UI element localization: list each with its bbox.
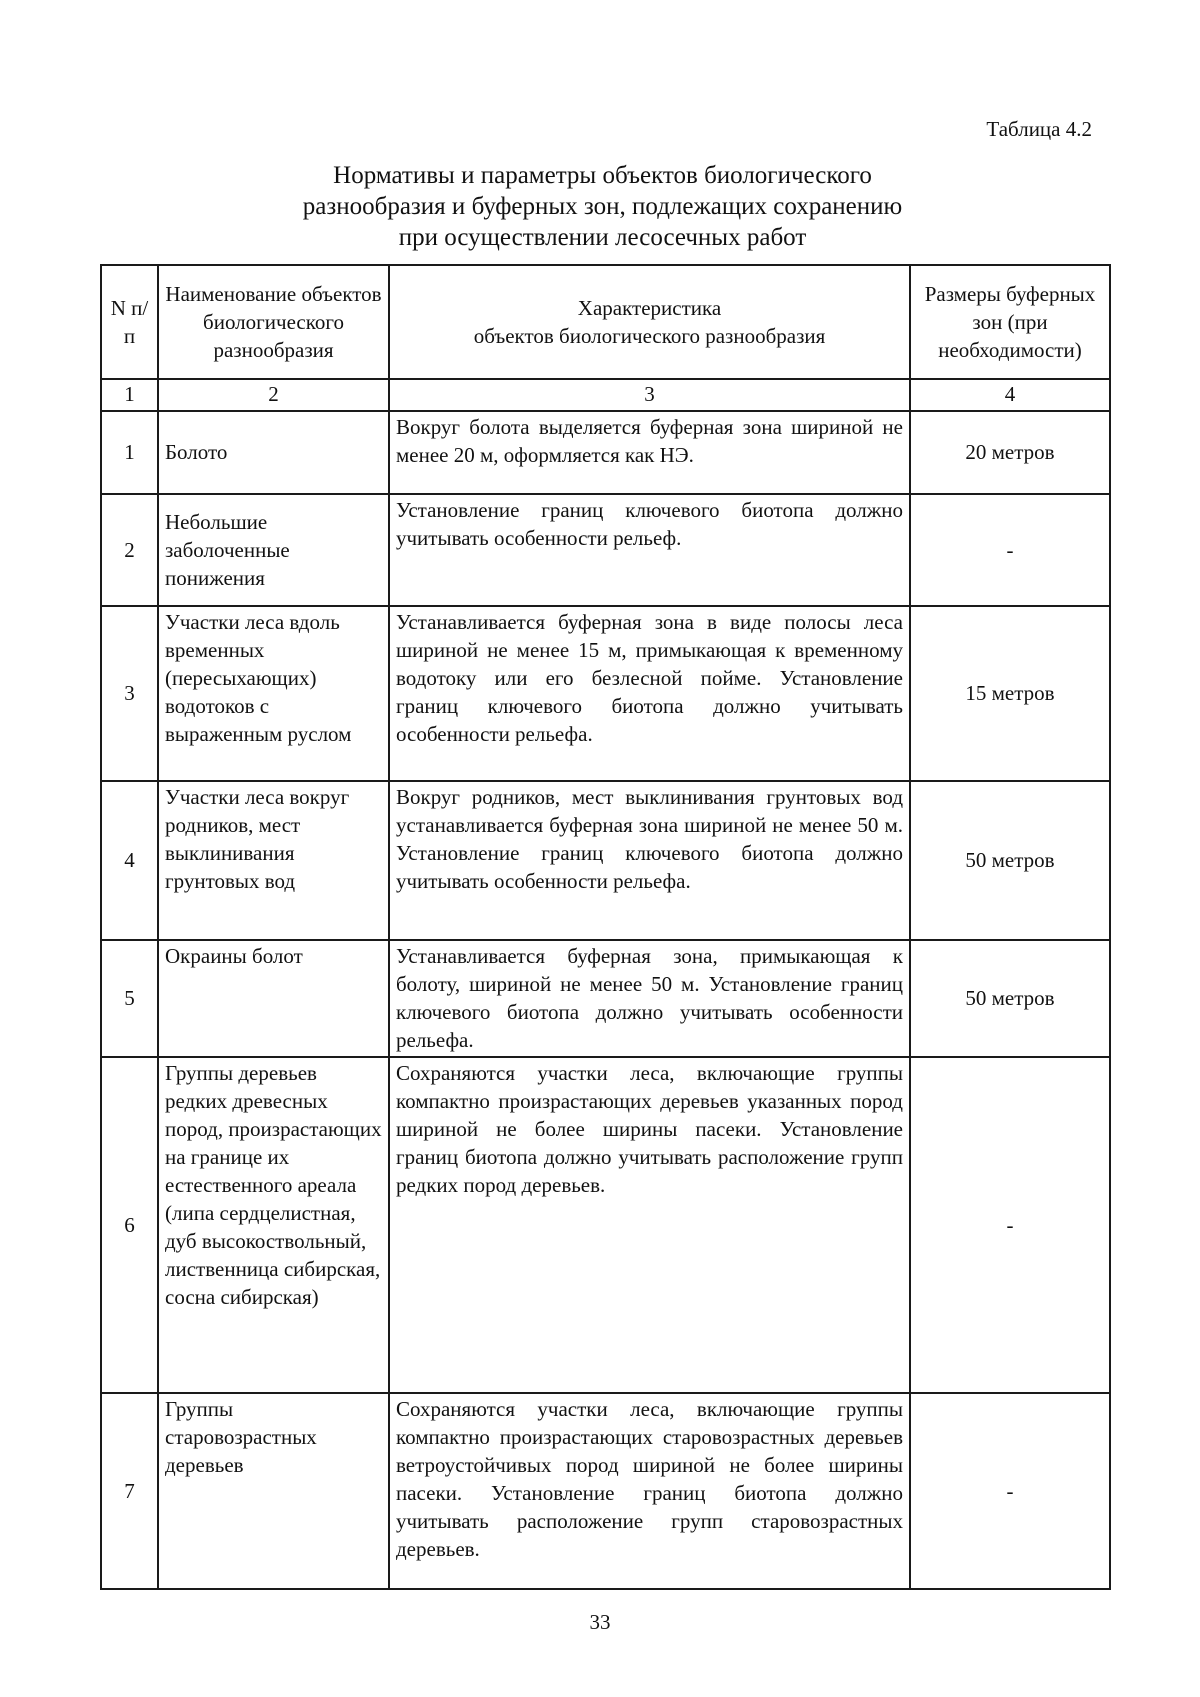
object-name: Болото [158,411,389,494]
column-number: 4 [910,379,1110,411]
object-characteristic: Вокруг родников, мест выклинивания грунтовых вод устанавливается буферная зона шириной не менее 50 м. Установление границ ключевого биотопа должно учитывать особенности рельефа. [389,781,910,940]
header-num: N п/п [101,265,158,379]
row-number: 4 [101,781,158,940]
title-line-1: Нормативы и параметры объектов биологического [333,162,872,189]
table-label: Таблица 4.2 [986,117,1092,141]
buffer-size: - [910,494,1110,606]
buffer-size: 20 метров [910,411,1110,494]
column-number: 2 [158,379,389,411]
column-number-row [101,379,1110,411]
row-number: 1 [101,411,158,494]
header-buffer: Размеры буферных зон (при необходимости) [910,265,1110,379]
header-characteristic-line1: Характеристика [577,295,722,320]
object-name: Группы старовозрастных деревьев [158,1393,389,1589]
buffer-size: 50 метров [910,940,1110,1057]
biodiversity-norms-table [100,264,1111,1590]
row-number: 6 [101,1057,158,1393]
title-line-3: при осуществлении лесосечных работ [398,224,807,251]
object-name: Окраины болот [158,940,389,1057]
buffer-size: - [910,1393,1110,1589]
buffer-size: 50 метров [910,781,1110,940]
column-number: 1 [101,379,158,411]
object-characteristic: Сохраняются участки леса, включающие группы компактно произрастающих деревьев указанных пород шириной не более ширины пасеки. Установление границ биотопа должно учитывать расположение групп редких пород деревьев. [389,1057,910,1393]
table-row [101,781,1110,940]
table-header-row [101,265,1110,379]
header-name: Наименование объектов биологического разнообразия [158,265,389,379]
page-number: 33 [589,1610,611,1634]
object-name: Небольшие заболоченные понижения [158,494,389,606]
object-name: Участки леса вдоль временных (пересыхающих) водотоков с выраженным руслом [158,606,389,781]
header-characteristic [389,265,910,379]
document-title [100,160,1105,253]
table-row [101,940,1110,1057]
object-name: Группы деревьев редких древесных пород, произрастающих на границе их естественного ареала (липа сердцелистная, дуб высокоствольный, лиственница сибирская, сосна сибирская) [158,1057,389,1393]
row-number: 7 [101,1393,158,1589]
buffer-size: - [910,1057,1110,1393]
object-characteristic: Установление границ ключевого биотопа должно учитывать особенности рельеф. [389,494,910,606]
object-characteristic: Устанавливается буферная зона, примыкающая к болоту, шириной не менее 50 м. Установление границ ключевого биотопа должно учитывать особенности рельефа. [389,940,910,1057]
object-characteristic: Вокруг болота выделяется буферная зона шириной не менее 20 м, оформляется как НЭ. [389,411,910,494]
object-name: Участки леса вокруг родников, мест выклинивания грунтовых вод [158,781,389,940]
object-characteristic: Устанавливается буферная зона в виде полосы леса шириной не менее 15 м, примыкающая к временному водотоку или его безлесной пойме. Установление границ ключевого биотопа должно учитывать особенности рельефа. [389,606,910,781]
table-row [101,1393,1110,1589]
header-characteristic-line2: объектов биологического разнообразия [473,323,826,348]
row-number: 2 [101,494,158,606]
title-line-2: разнообразия и буферных зон, подлежащих сохранению [302,193,903,220]
table-row [101,1057,1110,1393]
column-number: 3 [389,379,910,411]
row-number: 3 [101,606,158,781]
object-characteristic: Сохраняются участки леса, включающие группы компактно произрастающих старовозрастных деревьев ветроустойчивых пород шириной не более ширины пасеки. Установление границ биотопа должно учитывать расположение групп старовозрастных деревьев. [389,1393,910,1589]
table-row [101,606,1110,781]
row-number: 5 [101,940,158,1057]
table-row [101,411,1110,494]
table-row [101,494,1110,606]
buffer-size: 15 метров [910,606,1110,781]
